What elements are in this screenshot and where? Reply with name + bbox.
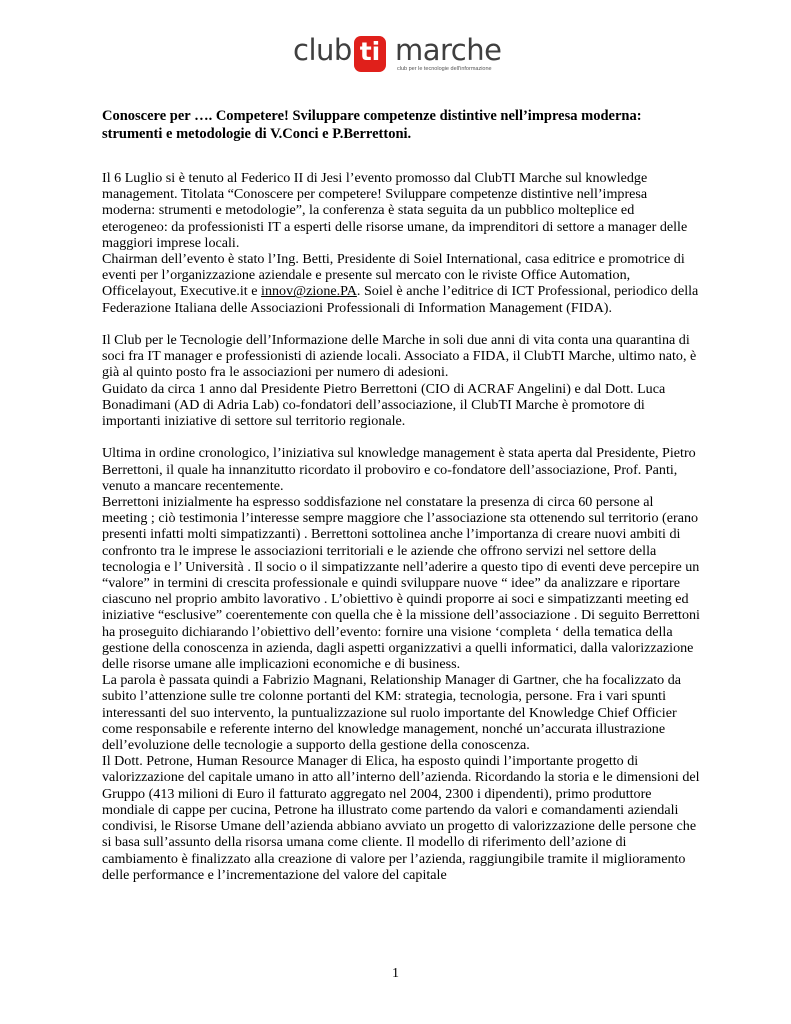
logo-word-marche: marche: [395, 33, 502, 67]
paragraph-opening: Ultima in ordine cronologico, l’iniziativa sul knowledge management è stata aperta dal Presidente, Pietro Berrettoni, il quale ha innanzitutto ricordato il proboviro e co-fondatore dell’associazione, Prof. Panti, venuto a mancare recentemente.: [102, 445, 696, 494]
page-number: 1: [392, 966, 399, 981]
logo-word-club: club: [293, 33, 352, 67]
article-body: [102, 170, 702, 883]
club-ti-marche-logo: [293, 32, 503, 76]
paragraph-gap: [102, 429, 702, 445]
paragraph-petrone: Il Dott. Petrone, Human Resource Manager di Elica, ha esposto quindi l’importante progetto di valorizzazione del capitale umano in atto all’interno dell’azienda. Ricordando la storia e le dimensioni del Gruppo (413 milioni di Euro il fatturato aggregato nel 2004, 2300 i dipendenti), primo produttore mondiale di cappe per cucina, Petrone ha illustrato come partendo da valori e comandamenti aziendali condivisi, le Risorse Umane dell’azienda abbiano avviato un progetto di valorizzazione delle persone che si basa sull’assunto della risorsa umana come cliente. Il modello di riferimento dell’azione di cambiamento è finalizzato alla creazione di valore per l’azienda, raggiungibile tramite il miglioramento delle performance e l’incrementazione del valore del capitale: [102, 753, 700, 883]
paragraph-chairman: [102, 251, 702, 316]
paragraph-chairman-text-1: Chairman dell’evento è stato l’Ing. Betti, Presidente di Soiel International, casa editrice e promotrice di eventi per l’organizzazione aziendale e presente sul mercato con le riviste Office Automation, Officelayout, Executive.it e: [102, 251, 685, 300]
email-link[interactable]: innov@zione.PA: [261, 283, 357, 300]
paragraph-gap: [102, 316, 702, 332]
paragraph-club: Il Club per le Tecnologie dell’Informazione delle Marche in soli due anni di vita conta una quarantina di soci fra IT manager e professionisti di aziende locali. Associato a FIDA, il ClubTI Marche, ultimo nato, è già al quinto posto fra le associazioni per numero di adesioni.: [102, 332, 697, 381]
paragraph-intro: Il 6 Luglio si è tenuto al Federico II di Jesi l’evento promosso dal ClubTI Marche sul knowledge management. Titolata “Conoscere per competere! Sviluppare competenze distintive nell’impresa moderna: strumenti e metodologie”, la conferenza è stata seguita da un pubblico molteplice ed eterogeneo: da professionisti IT a esperti delle risorse umane, da imprenditori di settore a manager delle maggiori imprese locali.: [102, 170, 688, 251]
paragraph-chairman-text-2: . Soiel è anche l’editrice di ICT Professional, periodico della Federazione Italiana delle Associazioni Professionali di Information Management (FIDA).: [102, 283, 699, 316]
paragraph-leadership: Guidato da circa 1 anno dal Presidente Pietro Berrettoni (CIO di ACRAF Angelini) e dal Dott. Luca Bonadimani (AD di Adria Lab) co-fondatori dell’associazione, il ClubTI Marche è promotore di importanti iniziative di settore sul territorio regionale.: [102, 380, 666, 430]
paragraph-berrettoni: Berrettoni inizialmente ha espresso soddisfazione nel constatare la presenza di circa 60 persone al meeting ; ciò testimonia l’interesse sempre maggiore che l’associazione sta ottenendo sul territorio (erano presenti infatti molti simpatizzanti) . Berrettoni sottolinea anche l’importanza di creare nuovi ambiti di confronto tra le imprese le associazioni territoriali e le aziende che offrono servizi nel settore della tecnologia e l’ Università . Il socio o il simpatizzante nell’aderire a questo tipo di eventi deve percepire un “valore” in termini di crescita professionale e quindi sviluppare nuove “ idee” da analizzare e riportare ciascuno nel proprio ambito lavorativo . L’obiettivo è quindi proporre ai soci e simpatizzanti meeting ed iniziative “esclusive” coerentemente con quella che è la missione dell’associazione . Di seguito Berrettoni ha proseguito dichiarando l’obiettivo dell’evento: fornire una visione ‘completa ‘ della tematica della gestione della conoscenza in azienda, dagli aspetti organizzativi a quelli informatici, dalla valorizzazione delle risorse umane alle implicazioni economiche e di business.: [102, 494, 700, 673]
paragraph-magnani: La parola è passata quindi a Fabrizio Magnani, Relationship Manager di Gartner, che ha focalizzato da subito l’attenzione sulle tre colonne portanti del KM: strategia, tecnologia, persone. Fra i vari spunti interessanti del suo intervento, la puntualizzazione sul ruolo importante del Knowledge Chief Officier come responsabile e referente interno del knowledge management, nonché un’accurata illustrazione dell’evoluzione delle tecnologie a supporto della gestione della conoscenza.: [102, 672, 682, 754]
logo-tagline: club per le tecnologie dell'informazione: [397, 66, 492, 72]
logo-badge-ti: ti: [354, 36, 386, 72]
article-title: Conoscere per …. Competere! Sviluppare competenze distintive nell’impresa moderna: strumenti e metodologie di V.Conci e P.Berrettoni.: [102, 108, 642, 142]
